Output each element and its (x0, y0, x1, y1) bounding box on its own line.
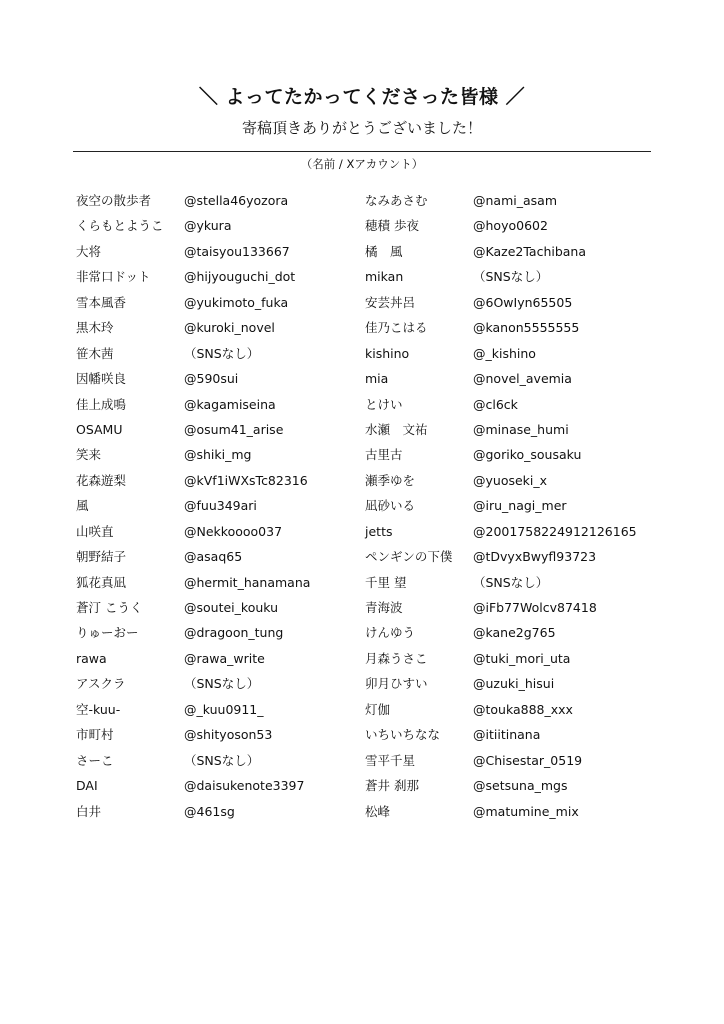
contributor-name: さーこ (76, 752, 114, 768)
contributor-name: kishino (365, 345, 410, 361)
contributor-handle: @590sui (184, 371, 239, 387)
contributor-name: 黒木玲 (76, 320, 114, 336)
contributor-name: 朝野結子 (76, 549, 127, 565)
contributor-handle: @kanon5555555 (473, 320, 580, 336)
contributor-name: 青海波 (365, 600, 403, 615)
contributor-name: 松峰 (365, 803, 391, 819)
contributor-handle: @osum41_arise (184, 421, 284, 437)
contributor-handle: @soutei_kouku (184, 600, 279, 615)
contributor-name: 蒼井 刹那 (365, 778, 419, 794)
contributor-handle: @uzuki_hisui (473, 676, 555, 692)
contributor-handle: @touka888_xxx (473, 701, 573, 717)
contributor-name: 雪平千星 (365, 752, 416, 768)
contributor-name: mikan (365, 269, 404, 285)
contributor-handle: @Chisestar_0519 (473, 752, 583, 768)
contributor-handle: @dragoon_tung (184, 625, 284, 641)
contributor-name: 灯伽 (365, 701, 391, 717)
contributor-handle: @nami_asam (473, 193, 557, 208)
contributor-handle: @tuki_mori_uta (473, 650, 571, 666)
contributor-name: 安芸丼呂 (365, 294, 416, 310)
contributor-handle: （SNSなし） (184, 676, 260, 692)
contributor-handle: @hijyouguchi_dot (184, 269, 296, 285)
contributor-handle: @novel_avemia (473, 371, 572, 387)
contributor-handle: @2001758224912126165 (473, 523, 637, 539)
contributor-name: ペンギンの下僕 (365, 549, 453, 565)
contributor-name: 穂積 歩夜 (365, 218, 419, 234)
contributor-name: jetts (365, 523, 393, 539)
contributor-name: 白井 (76, 803, 102, 819)
contributor-handle: @hermit_hanamana (184, 574, 311, 590)
contributor-name: 佳上成鳴 (76, 396, 127, 412)
contributor-handle: @setsuna_mgs (473, 778, 568, 794)
contributor-handle: @kuroki_novel (184, 320, 275, 336)
contributor-name: 卯月ひすい (365, 676, 428, 692)
contributor-name: 因幡咲良 (76, 371, 127, 387)
contributor-handle: @kVf1iWXsTc82316 (184, 472, 308, 488)
contributor-handle: @461sg (184, 803, 235, 819)
contributor-handle: @yuoseki_x (473, 472, 548, 488)
contributor-handle: @itiitinana (473, 727, 541, 743)
page-subtitle: 寄稿頂きありがとうございました！ (241, 119, 482, 137)
contributor-name: アスクラ (76, 676, 126, 692)
contributor-handle: @rawa_write (184, 650, 265, 666)
contributor-handle: @fuu349ari (184, 498, 257, 514)
contributor-handle: @goriko_sousaku (473, 447, 582, 463)
contributor-name: 空-kuu- (76, 701, 121, 717)
contributor-name: 山咲直 (76, 523, 114, 539)
contributor-handle: @taisyou133667 (184, 243, 290, 259)
contributor-name: DAI (76, 778, 98, 794)
contributor-handle: @ykura (184, 218, 232, 234)
contributor-name: 笑来 (76, 447, 102, 463)
contributor-name: 非常口ドット (76, 269, 151, 285)
column-caption: （名前 / Xアカウント） (300, 157, 424, 171)
contributor-handle: @Kaze2Tachibana (473, 243, 587, 259)
contributor-name: いちいちなな (365, 727, 441, 743)
contributor-name: くらもとようこ (76, 218, 164, 234)
contributor-name: けんゆう (365, 625, 416, 641)
contributor-name: 月森うさこ (365, 650, 428, 666)
contributor-handle: @kane2g765 (473, 625, 556, 641)
contributor-name: りゅーおー (76, 625, 139, 641)
contributor-name: 水瀬 文祐 (365, 421, 428, 437)
contributor-name: とけい (365, 396, 403, 412)
contributor-handle: @tDvyxBwyfl93723 (473, 549, 597, 565)
contributor-handle: @_kishino (473, 345, 536, 361)
contributor-name: OSAMU (76, 421, 123, 437)
contributor-name: 狐花真凪 (76, 574, 127, 590)
contributor-handle: @cl6ck (473, 396, 518, 412)
contributor-handle: @matumine_mix (473, 803, 579, 819)
contributor-name: 夜空の散歩者 (76, 193, 152, 208)
contributor-handle: @hoyo0602 (473, 218, 548, 234)
contributor-handle: （SNSなし） (473, 574, 549, 590)
contributor-handle: @iru_nagi_mer (473, 498, 567, 514)
contributor-handle: @kagamiseina (184, 396, 276, 412)
contributor-name: rawa (76, 650, 107, 666)
contributor-handle: @6OwIyn65505 (473, 294, 573, 310)
contributor-handle: @iFb77Wolcv87418 (473, 600, 597, 615)
contributor-name: 佳乃こはる (365, 320, 428, 336)
contributor-handle: @_kuu0911_ (184, 701, 264, 717)
contributor-handle: （SNSなし） (184, 752, 260, 768)
divider (73, 151, 651, 152)
contributor-name: 笹木茜 (76, 345, 114, 361)
contributor-name: 風 (76, 498, 89, 514)
contributor-name: mia (365, 371, 389, 387)
contributor-handle: @stella46yozora (184, 193, 289, 208)
contributor-handle: @minase_humi (473, 421, 569, 437)
contributor-name: 古里古 (365, 447, 403, 463)
page-title: ＼ よってたかってくださった皆様 ／ (198, 86, 526, 108)
contributor-name: 蒼汀 こうく (76, 600, 143, 615)
contributor-name: 大将 (76, 243, 102, 259)
contributor-name: 橘 風 (365, 243, 403, 259)
contributor-handle: @shiki_mg (184, 447, 252, 463)
contributor-handle: @Nekkoooo037 (184, 523, 283, 539)
contributor-name: 雪本風香 (76, 294, 127, 310)
contributor-handle: （SNSなし） (473, 269, 549, 285)
contributor-handle: @yukimoto_fuka (184, 294, 289, 310)
contributor-name: なみあさむ (365, 193, 428, 208)
contributor-name: 凪砂いる (365, 498, 416, 514)
contributor-name: 市町村 (76, 727, 114, 743)
contributor-handle: @daisukenote3397 (184, 778, 305, 794)
contributor-handle: （SNSなし） (184, 345, 260, 361)
contributor-handle: @shityoson53 (184, 727, 273, 743)
contributor-name: 千里 望 (365, 574, 407, 590)
contributor-name: 花森遊梨 (76, 472, 127, 488)
contributor-name: 瀬季ゆを (365, 472, 416, 488)
contributor-handle: @asaq65 (184, 549, 243, 565)
